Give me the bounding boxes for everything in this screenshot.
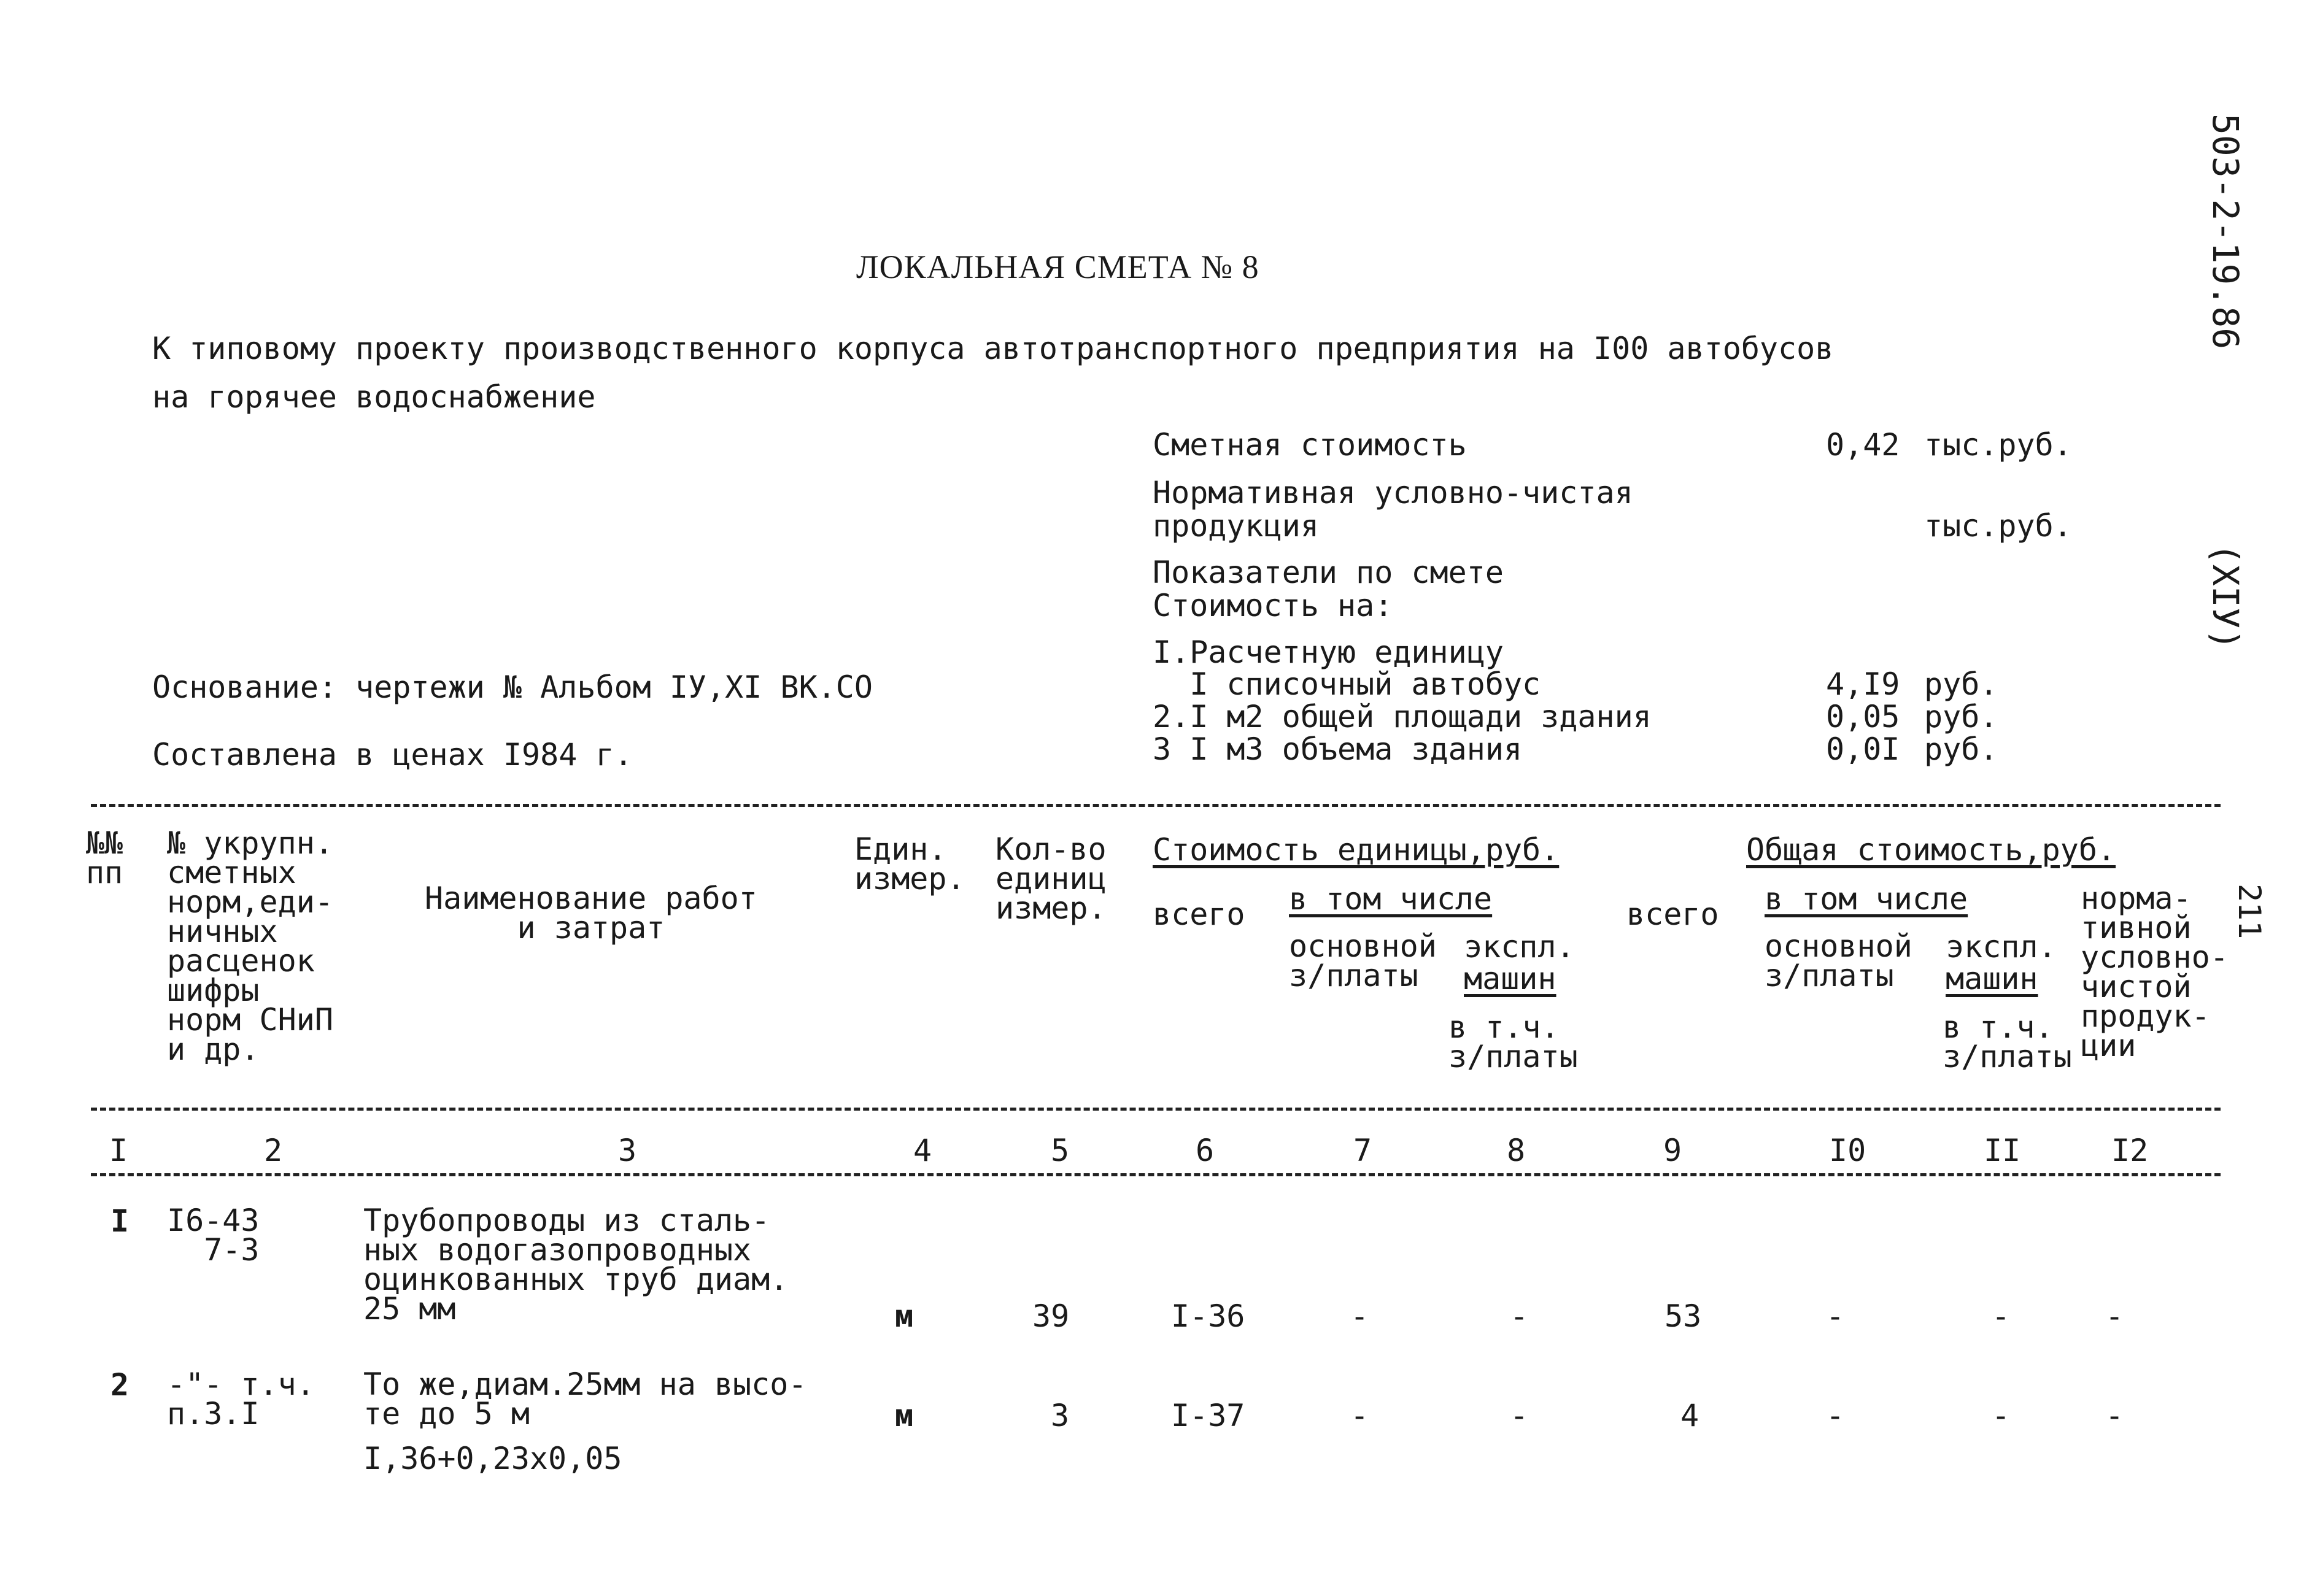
col-number-9: 9 xyxy=(1663,1133,1682,1168)
header-col-9: всего xyxy=(1626,896,1719,932)
col-number-10: I0 xyxy=(1829,1133,1866,1168)
indicators-label-1: Показатели по смете xyxy=(1153,555,1504,590)
row-1-unit-total: I-36 xyxy=(1171,1298,1245,1334)
estimate-cost-label: Сметная стоимость xyxy=(1153,427,1467,463)
row-2-code: -"- т.ч. п.3.I xyxy=(167,1367,315,1432)
indicator-1-unit: руб. xyxy=(1924,666,1998,702)
norm-product-label-1: Нормативная условно-чистая xyxy=(1153,475,1633,511)
col-number-8: 8 xyxy=(1507,1133,1526,1168)
header-col-8b: машин xyxy=(1464,961,1556,997)
col-number-12: I2 xyxy=(2111,1133,2149,1168)
row-1-total-wage: - xyxy=(1826,1298,1845,1334)
header-total-group: Общая стоимость,руб. xyxy=(1746,832,2116,868)
indicator-1-value: 4,I9 xyxy=(1826,666,1900,702)
subtitle-line-2: на горячее водоснабжение xyxy=(152,379,596,415)
row-2-total-wage: - xyxy=(1826,1398,1845,1433)
header-total-incl: в том числе xyxy=(1765,881,1968,917)
header-bottom-rule xyxy=(91,1108,2221,1111)
indicator-1a: I.Расчетную единицу xyxy=(1153,634,1504,670)
row-1-qty: 39 xyxy=(1032,1298,1070,1334)
col-number-11: II xyxy=(1984,1133,2021,1168)
row-2-norm: - xyxy=(2105,1398,2124,1433)
row-2-calc: I,36+0,23х0,05 xyxy=(363,1441,622,1476)
header-top-rule xyxy=(91,804,2221,807)
page-title: ЛОКАЛЬНАЯ СМЕТА № 8 xyxy=(856,249,1259,285)
roman-series: (XIУ) xyxy=(2205,543,2246,650)
header-col-5: Кол-во единиц измер. xyxy=(996,831,1107,926)
row-2-no: 2 xyxy=(110,1367,130,1403)
indicator-2: 2.I м2 общей площади здания xyxy=(1153,699,1652,734)
header-col-8c: в т.ч. з/платы xyxy=(1448,1009,1578,1074)
row-2-unit: м xyxy=(895,1398,914,1433)
basis-line: Основание: чертежи № Альбом IУ,XI ВК.СО xyxy=(152,669,873,705)
header-col-3: Наименование работ и затрат xyxy=(425,881,757,946)
header-col-11b: машин xyxy=(1946,961,2038,997)
row-1-norm: - xyxy=(2105,1298,2124,1334)
header-col-6: всего xyxy=(1153,896,1245,932)
col-number-3: 3 xyxy=(618,1133,637,1168)
header-col-1: №№ пп xyxy=(86,825,123,890)
col-number-rule xyxy=(91,1173,2221,1176)
row-1-total-mach: - xyxy=(1992,1298,2011,1334)
row-2-unit-mach: - xyxy=(1510,1398,1529,1433)
indicators-label-2: Стоимость на: xyxy=(1153,588,1393,623)
row-1-unit-mach: - xyxy=(1510,1298,1529,1334)
row-2-name: То же,диам.25мм на высо- те до 5 м xyxy=(363,1367,807,1432)
col-number-1: I xyxy=(109,1133,128,1168)
header-col-12: норма- тивной условно- чистой продук- ции xyxy=(2081,881,2229,1063)
row-1-no: I xyxy=(110,1203,130,1239)
header-col-10: основной з/платы xyxy=(1765,928,1912,993)
header-col-7: основной з/платы xyxy=(1289,928,1437,993)
row-1-total: 53 xyxy=(1665,1298,1702,1334)
estimate-cost-value: 0,42 xyxy=(1826,427,1900,463)
row-2-unit-wage: - xyxy=(1350,1398,1369,1433)
indicator-1b: I списочный автобус xyxy=(1153,666,1541,702)
row-2-total: 4 xyxy=(1680,1398,1699,1433)
row-1-unit: м xyxy=(895,1298,914,1334)
header-col-8a: экспл. xyxy=(1464,929,1575,965)
page-number: 211 xyxy=(2232,884,2267,939)
row-2-unit-total: I-37 xyxy=(1171,1398,1245,1433)
header-col-2: № укрупн. сметных норм,еди- ничных расценок шифры норм СНиП и др. xyxy=(167,825,333,1067)
indicator-3: 3 I м3 объема здания xyxy=(1153,731,1523,767)
estimate-cost-unit: тыс.руб. xyxy=(1924,427,2072,463)
row-2-qty: 3 xyxy=(1051,1398,1070,1433)
indicator-3-unit: руб. xyxy=(1924,731,1998,767)
indicator-3-value: 0,0I xyxy=(1826,731,1900,767)
header-col-11a: экспл. xyxy=(1946,929,2057,965)
col-number-6: 6 xyxy=(1196,1133,1215,1168)
header-unit-incl: в том числе xyxy=(1289,881,1493,917)
document-code: 503-2-19.86 xyxy=(2205,114,2246,350)
header-unit-cost-group: Стоимость единицы,руб. xyxy=(1153,832,1560,868)
row-1-name: Трубопроводы из сталь- ных водогазопроводных оцинкованных труб диам. 25 мм xyxy=(363,1203,789,1327)
header-col-4: Един. измер. xyxy=(854,831,965,896)
row-2-total-mach: - xyxy=(1992,1398,2011,1433)
row-1-unit-wage: - xyxy=(1350,1298,1369,1334)
norm-product-unit: тыс.руб. xyxy=(1924,508,2072,544)
col-number-2: 2 xyxy=(264,1133,283,1168)
prices-line: Составлена в ценах I984 г. xyxy=(152,737,633,773)
row-1-code: I6-43 7-3 xyxy=(167,1203,260,1268)
indicator-2-unit: руб. xyxy=(1924,699,1998,734)
col-number-4: 4 xyxy=(913,1133,932,1168)
indicator-2-value: 0,05 xyxy=(1826,699,1900,734)
norm-product-label-2: продукция xyxy=(1153,508,1319,544)
col-number-5: 5 xyxy=(1051,1133,1070,1168)
subtitle-line-1: К типовому проекту производственного корпуса автотранспортного предприятия на I00 автобусов xyxy=(152,331,1834,366)
header-col-11c: в т.ч. з/платы xyxy=(1943,1009,2072,1074)
col-number-7: 7 xyxy=(1353,1133,1372,1168)
